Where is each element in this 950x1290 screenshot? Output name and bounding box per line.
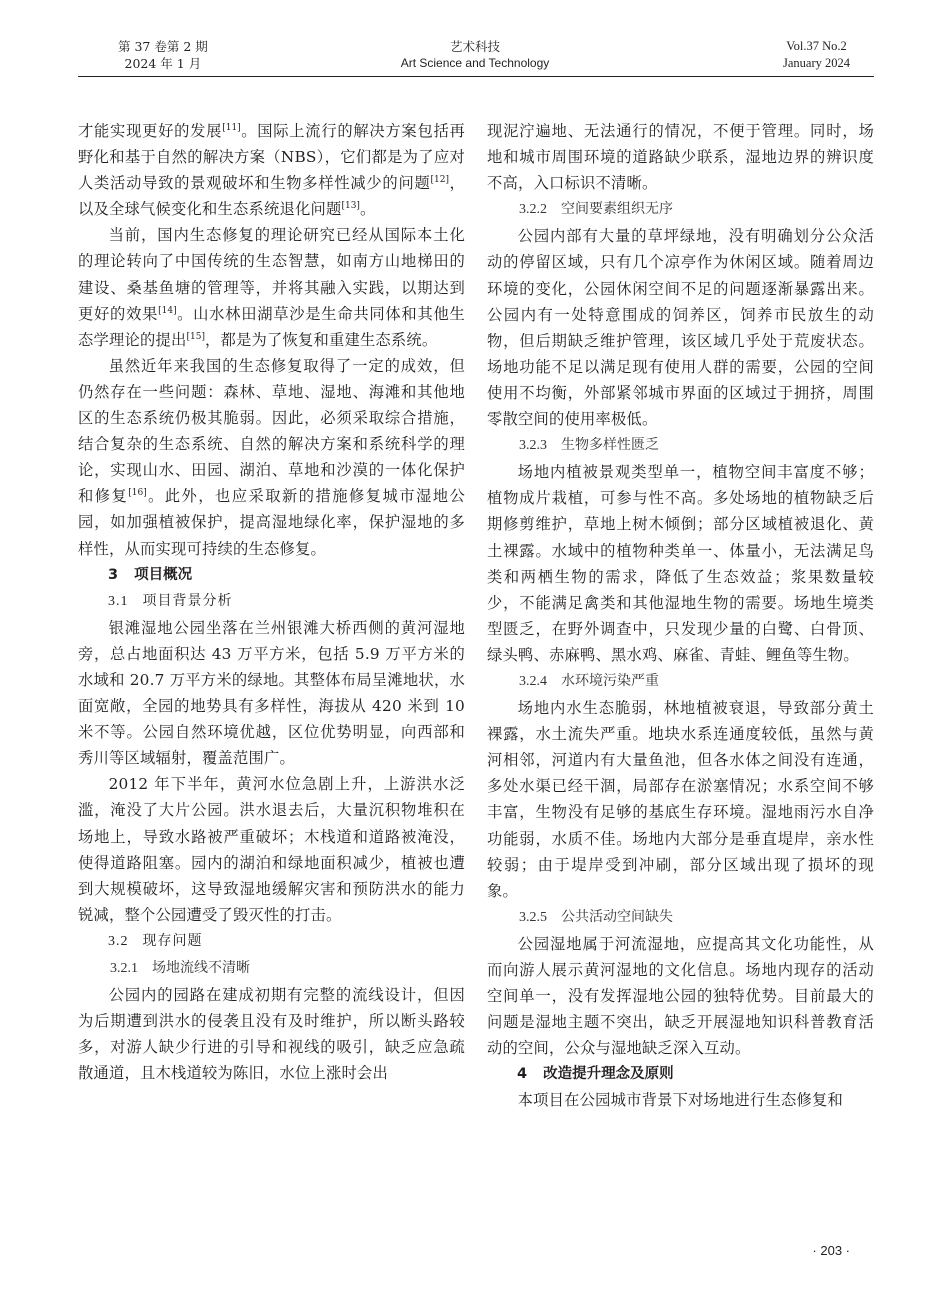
running-header xyxy=(0,38,950,78)
paragraph: 本项目在公园城市背景下对场地进行生态修复和 xyxy=(517,1091,844,1110)
section-heading: 4 改造提升理念及原则 xyxy=(517,1066,674,1083)
section-heading: 3 项目概况 xyxy=(108,566,193,583)
citation[interactable]: [16] xyxy=(128,488,147,499)
citation[interactable]: [14] xyxy=(158,305,177,316)
paragraph: 场地内水生态脆弱，林地植被衰退，导致部分黄土裸露，水土流失严重。地块水系连通度较低，虽然与黄河相邻，河道内有大量鱼池，但各水体之间没有连通，多处水渠已经干涸，局部存在淤塞情况；水系空间不够丰富，生物没有足够的基底生存环境。湿地雨污水自净功能弱，水质不佳。场地内大部分是垂直堤岸，亲水性较弱；由于堤岸受到冲刷，部分区域出现了损坏的现象。 xyxy=(487,699,874,900)
journal-issue: 第 37 卷第 2 期 2024 年 1 月 xyxy=(118,39,208,71)
subsubsection-heading: 3.2.3 生物多样性匮乏 xyxy=(519,437,659,454)
journal-volume: Vol.37 No.2 January 2024 xyxy=(783,39,850,70)
paragraph: 公园湿地属于河流湿地，应提高其文化功能性，从而向游人展示黄河湿地的文化信息。场地内现存的活动空间单一，没有发挥湿地公园的独特优势。目前最大的问题是湿地主题不突出，缺乏开展湿地知识科普教育活动的空间，公众与湿地缺乏深入互动。 xyxy=(487,934,874,1058)
page-number: · 203 · xyxy=(812,1243,850,1258)
citation[interactable]: [15] xyxy=(186,331,205,342)
right-column xyxy=(487,118,874,1114)
subsection-heading: 3.1 项目背景分析 xyxy=(108,592,233,609)
citation[interactable]: [13] xyxy=(341,201,360,212)
paragraph: 银滩湿地公园坐落在兰州银滩大桥西侧的黄河湿地旁，总占地面积达 43 万平方米，包括 5.9 万平方米的水域和 20.7 万平方米的绿地。其整体布局呈滩地状，水面宽敞，全园的地势具有多样性，海拔从 420 米到 10 米不等。公园自然环境优越，区位优势明显，向西部和秀川等区域辐射，覆盖范围广。 xyxy=(78,618,465,768)
paragraph: 场地内植被景观类型单一，植物空间丰富度不够；植物成片栽植，可参与性不高。多处场地的植物缺乏后期修剪维护，草地上树木倾倒；部分区域植被退化、黄土裸露。水域中的植物种类单一、体量小，无法满足鸟类和两栖生物的需求，降低了生态效益；浆果数量较少，不能满足禽类和其他湿地生物的需要。场地生境类型匮乏，在野外调查中，只发现少量的白鹭、白骨顶、绿头鸭、赤麻鸭、黑水鸡、麻雀、青蛙、鲤鱼等生物。 xyxy=(487,463,874,664)
header-rule xyxy=(78,76,874,77)
paragraph: 现泥泞遍地、无法通行的情况，不便于管理。同时，场地和城市周围环境的道路缺少联系，湿地边界的辨识度不高，入口标识不清晰。 xyxy=(487,122,874,193)
citation[interactable]: [11] xyxy=(222,122,241,133)
left-column xyxy=(78,118,465,1086)
subsubsection-heading: 3.2.5 公共活动空间缺失 xyxy=(519,908,673,925)
subsection-heading: 3.2 现存问题 xyxy=(108,932,203,949)
paragraph: 虽然近年来我国的生态修复取得了一定的成效，但仍然存在一些问题：森林、草地、湿地、海滩和其他地区的生态系统仍极其脆弱。因此，必须采取综合措施，结合复杂的生态系统、自然的解决方案和系统科学的理论，实现山水、田园、湖泊、草地和沙漠的一体化保护和修复[16]。此外，也应采取新的措施修复城市湿地公园，如加强植被保护，提高湿地绿化率，保护湿地的多样性，从而实现可持续的生态修复。 xyxy=(78,356,465,558)
paragraph: 公园内的园路在建成初期有完整的流线设计，但因为后期遭到洪水的侵袭且没有及时维护，所以断头路较多，对游人缺少行进的引导和视线的吸引，缺乏应急疏散通道，且木栈道较为陈旧，水位上涨时会出 xyxy=(78,986,465,1083)
paragraph: 才能实现更好的发展[11]。国际上流行的解决方案包括再野化和基于自然的解决方案（NBS），它们都是为了应对人类活动导致的景观破坏和生物多样性减少的问题[12]，以及全球气候变化和生态系统退化问题[13]。 xyxy=(78,122,466,219)
subsubsection-heading: 3.2.1 场地流线不清晰 xyxy=(110,960,250,976)
paragraph: 当前，国内生态修复的理论研究已经从国际本土化的理论转向了中国传统的生态智慧，如南方山地梯田的建设、桑基鱼塘的管理等，并将其融入实践，以期达到更好的效果[14]。山水林田湖草沙是生命共同体和其他生态学理论的提出[15]，都是为了恢复和重建生态系统。 xyxy=(78,226,465,349)
subsubsection-heading: 3.2.2 空间要素组织无序 xyxy=(519,201,673,218)
subsubsection-heading: 3.2.4 水环境污染严重 xyxy=(519,672,659,689)
paragraph: 2012 年下半年，黄河水位急剧上升，上游洪水泛滥，淹没了大片公园。洪水退去后，大量沉积物堆积在场地上，导致水路被严重破坏；木栈道和道路被淹没，使得道路阻塞。园内的湖泊和绿地面积减少，植被也遭到大规模破坏，这导致湿地缓解灾害和预防洪水的能力锐减，整个公园遭受了毁灭性的打击。 xyxy=(78,775,465,924)
citation[interactable]: [12] xyxy=(430,175,449,186)
paragraph: 公园内部有大量的草坪绿地，没有明确划分公众活动的停留区域，只有几个凉亭作为休闲区域。随着周边环境的变化，公园休闲空间不足的问题逐渐暴露出来。公园内有一处特意围成的饲养区，饲养市民放生的动物，但后期缺乏维护管理，该区域几乎处于荒废状态。场地功能不足以满足现有使用人群的需要，公园的空间使用不均衡，外部紧邻城市界面的区域过于拥挤，周围零散空间的使用率极低。 xyxy=(487,227,874,429)
journal-title: 艺术科技 Art Science and Technology xyxy=(400,39,550,70)
